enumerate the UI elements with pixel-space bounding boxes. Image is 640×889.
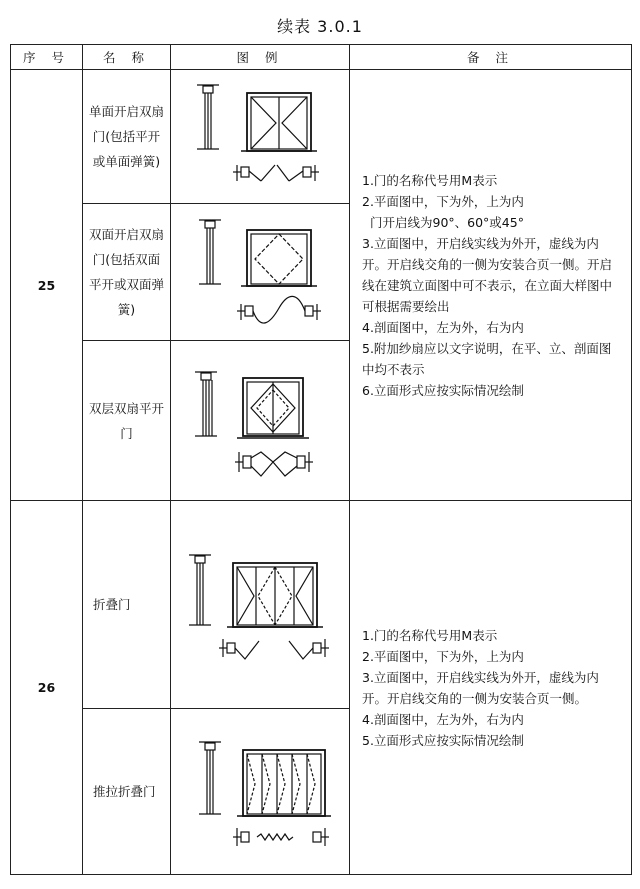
header-notes: 备 注 [350,45,632,70]
double-layer-door-icon [171,341,350,501]
header-number: 序 号 [11,45,83,70]
folding-door-icon [171,501,350,709]
note-item: 门开启线为90°、60°或45° [370,214,524,230]
row-name: 折叠门 [83,501,171,709]
note-item: 2.平面图中，下为外，上为内 [362,648,524,664]
note-item: 1.门的名称代号用M表示 [362,172,498,188]
double-action-door-icon [171,204,350,341]
note-item: 4.剖面图中，左为外，右为内 [362,711,524,727]
header-name: 名 称 [83,45,171,70]
note-item: 5.附加纱扇应以文字说明，在平、立、剖面图中均不表示 [362,340,612,377]
notes-25 [350,70,632,501]
header-figure: 图 例 [171,45,350,70]
note-item: 5.立面形式应按实际情况绘制 [362,732,524,748]
note-item: 3.立面图中，开启线实线为外开，虚线为内开。开启线交角的一侧为安装合页一侧。 [362,669,599,706]
row-name: 双面开启双扇门(包括双面平开或双面弹簧) [83,204,171,341]
note-item: 6.立面形式应按实际情况绘制 [362,382,524,398]
sliding-folding-door-icon [171,709,350,875]
row-name: 双层双扇平开门 [83,341,171,501]
note-item: 1.门的名称代号用M表示 [362,627,498,643]
notes-26 [350,501,632,875]
table-title: 续表 3.0.1 [277,17,363,36]
double-swing-door-icon [171,70,350,204]
header-row [11,45,632,70]
note-item: 4.剖面图中，左为外，右为内 [362,319,524,335]
table-row [11,501,632,709]
note-item: 3.立面图中，开启线实线为外开，虚线为内开。开启线交角的一侧为安装合页一侧。开启线在建筑立面图中可不表示，在立面大样图中可根据需要绘出 [362,235,613,314]
row-name: 推拉折叠门 [83,709,171,875]
row-number-26: 26 [11,501,83,875]
table-row [11,70,632,204]
door-legend-table [10,44,632,875]
note-item: 2.平面图中，下为外，上为内 [362,193,524,209]
row-number-25: 25 [11,70,83,501]
row-name: 单面开启双扇门(包括平开或单面弹簧) [83,70,171,204]
